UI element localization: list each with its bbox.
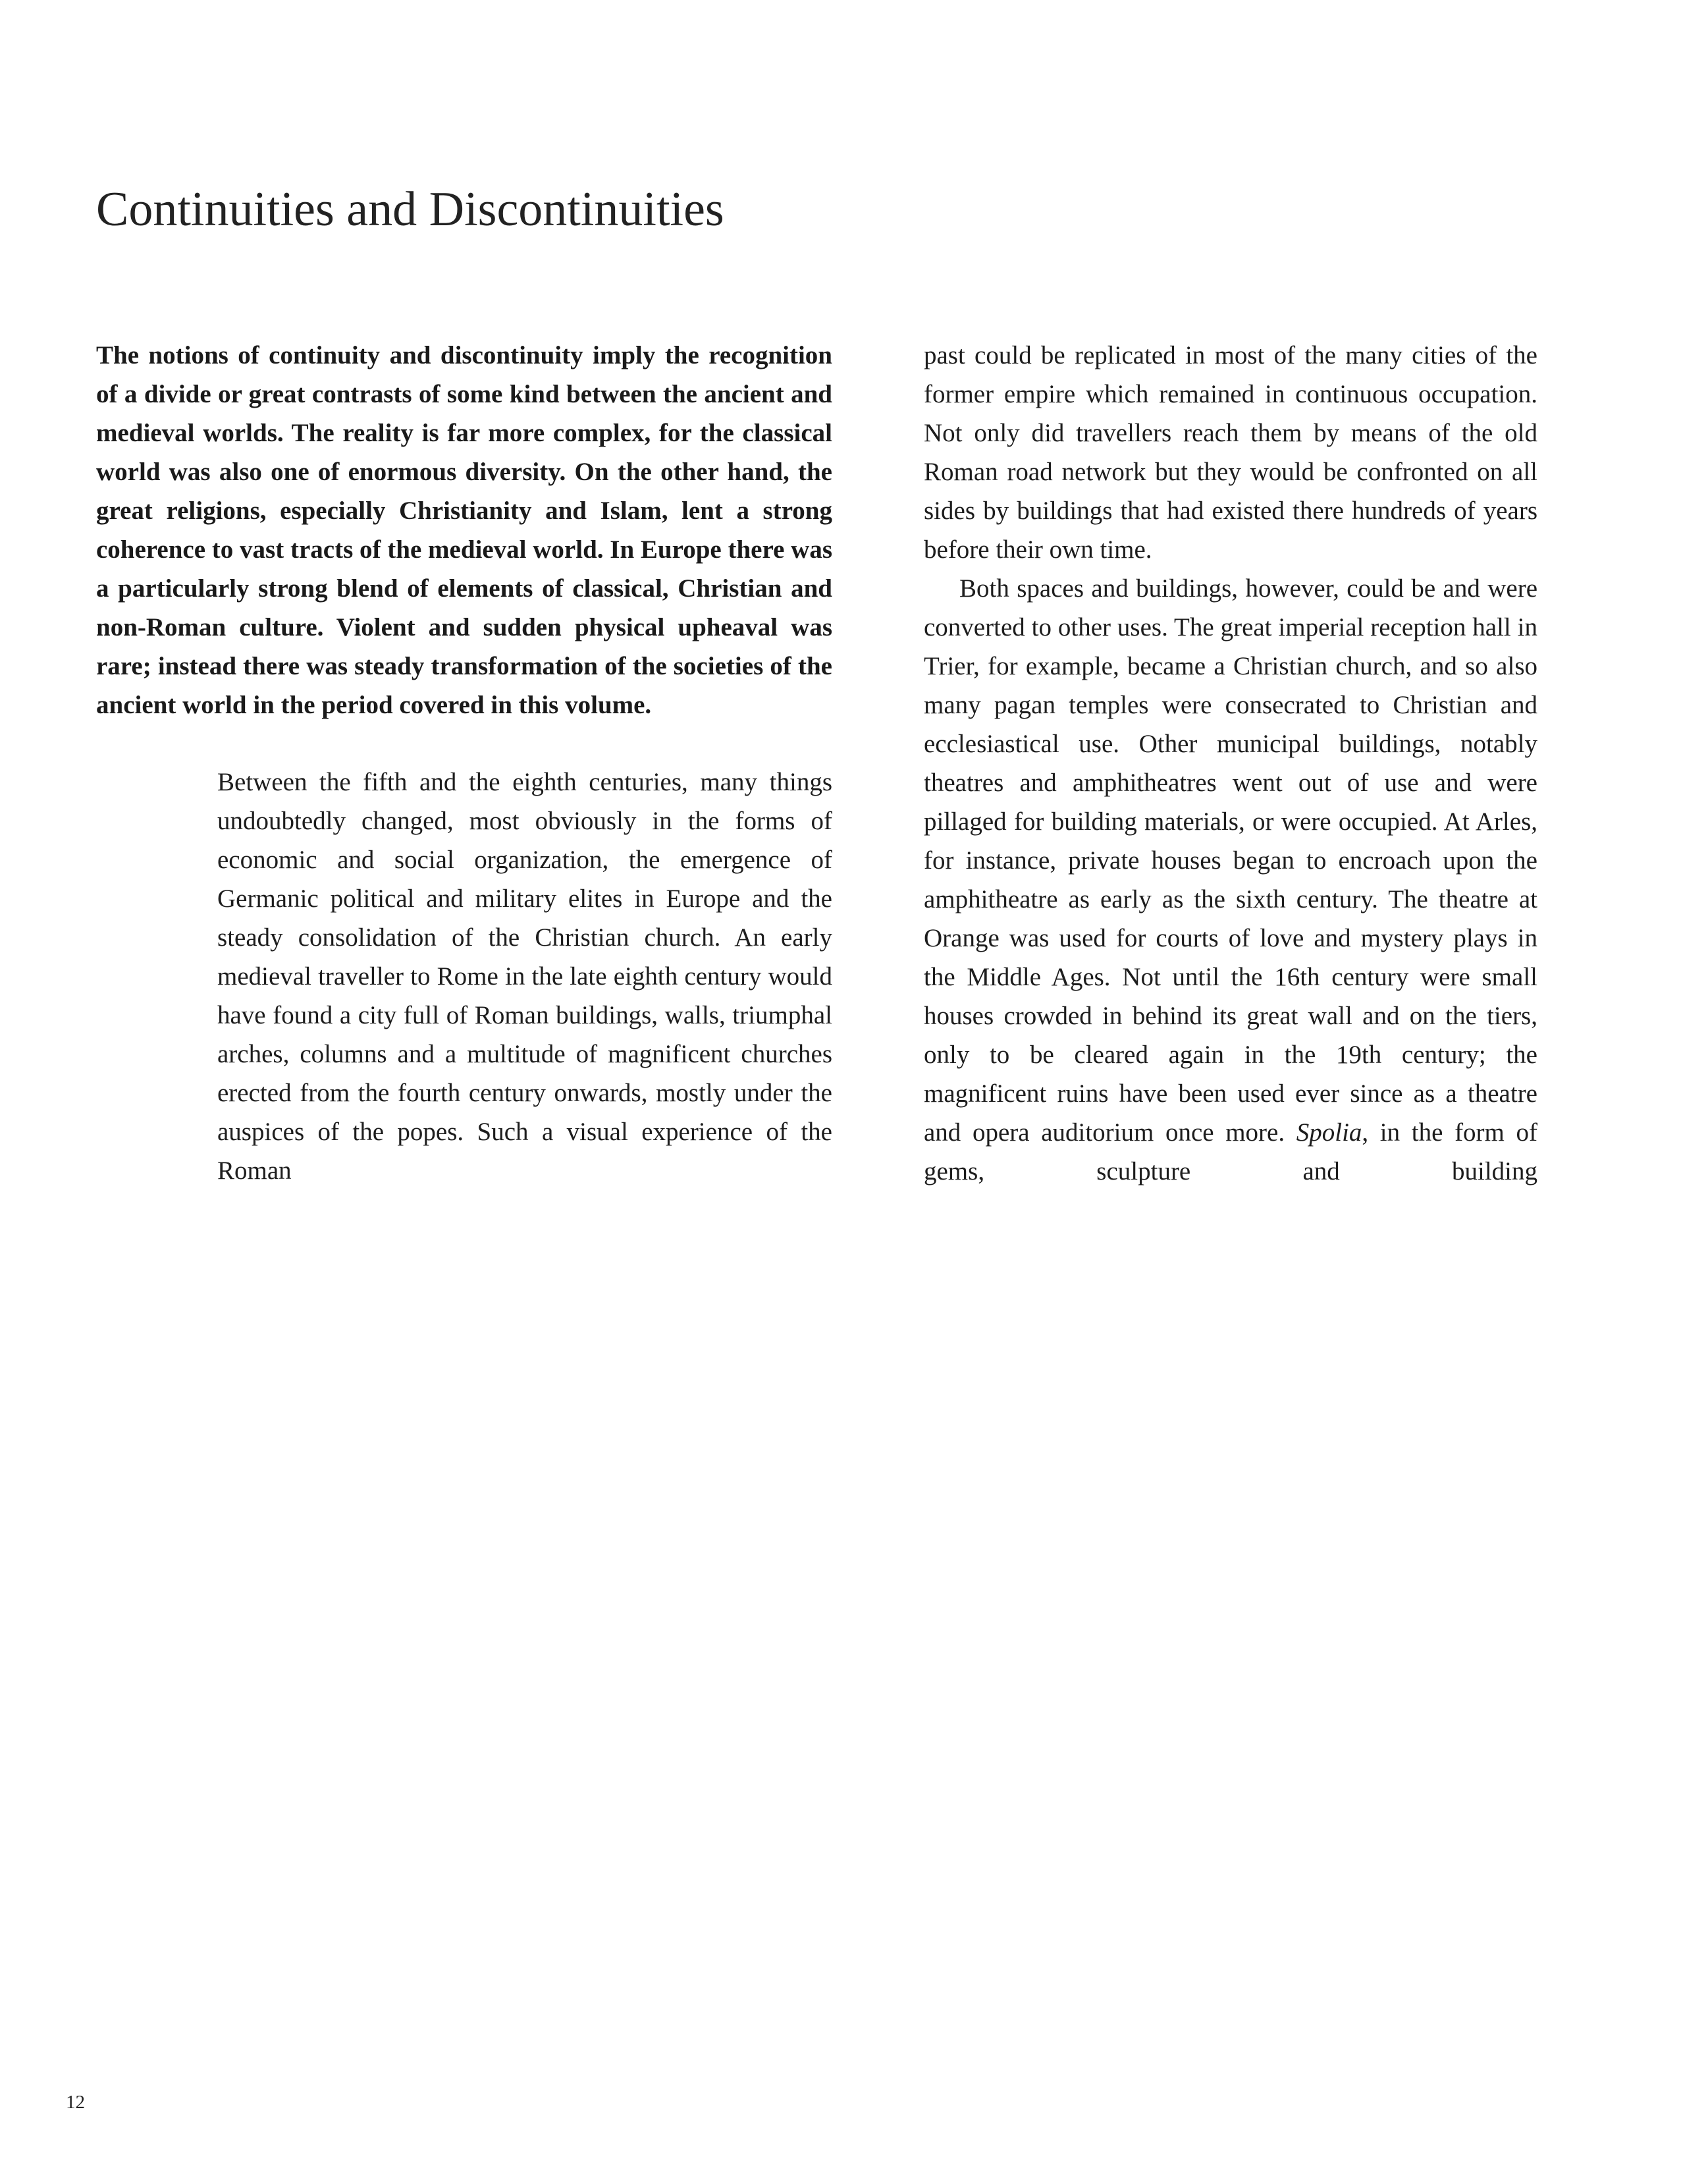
paragraph-text: Both spaces and buildings, however, could be and were converted to other uses. The great imperial reception hall in Trier, for example, became a Christian church, and so also many pagan temples were consecrated to Christian and ecclesiastical use. Other municipal buildings, notably theatres and amphitheatres went out of use and were pillaged for building materials, or were occupied. At Arles, for instance, private houses began to encroach upon the amphitheatre as early as the sixth century. The theatre at Orange was used for courts of love and mystery plays in the Middle Ages. Not until the 16th century were small houses crowded in behind its great wall and on the tiers, only to be cleared again in the 19th century; the magnificent ruins have been used ever since as a theatre and opera auditorium once more.: [924, 574, 1537, 1147]
body-paragraph-left: Between the fifth and the eighth centuries, many things undoubtedly changed, most obviously in the forms of economic and social organization, the emergence of Germanic political and military elites in Europe and the steady consolidation of the Christian church. An early medieval traveller to Rome in the late eighth century would have found a city full of Roman buildings, walls, triumphal arches, columns and a multitude of magnificent churches erected from the fourth century onwards, mostly under the auspices of the popes. Such a visual experience of the Roman: [217, 768, 832, 1185]
page-title: Continuities and Discontinuities: [96, 182, 724, 236]
intro-paragraph: The notions of continuity and discontinuity imply the recognition of a divide or great contrasts of some kind between the ancient and medieval worlds. The reality is far more complex, for the classical world was also one of enormous diversity. On the other hand, the great religions, especially Christianity and Islam, lent a strong coherence to vast tracts of the medieval world. In Europe there was a particularly strong blend of elements of classical, Christian and non-Roman culture. Violent and sudden physical upheaval was rare; instead there was steady transformation of the societies of the ancient world in the period covered in this volume.: [96, 341, 832, 719]
italic-term: Spolia: [1296, 1118, 1362, 1147]
page-number: 12: [66, 2092, 85, 2113]
paragraph-text-end: , in the form of gems, sculpture and building: [924, 1118, 1537, 1185]
right-column: [924, 336, 1537, 1191]
body-paragraph-right-2: [924, 569, 1537, 1191]
body-paragraph-right-1: past could be replicated in most of the many cities of the former empire which remained in continuous occupation. Not only did travellers reach them by means of the old Roman road network but they would be confronted on all sides by buildings that had existed there hundreds of years before their own time.: [924, 341, 1537, 564]
